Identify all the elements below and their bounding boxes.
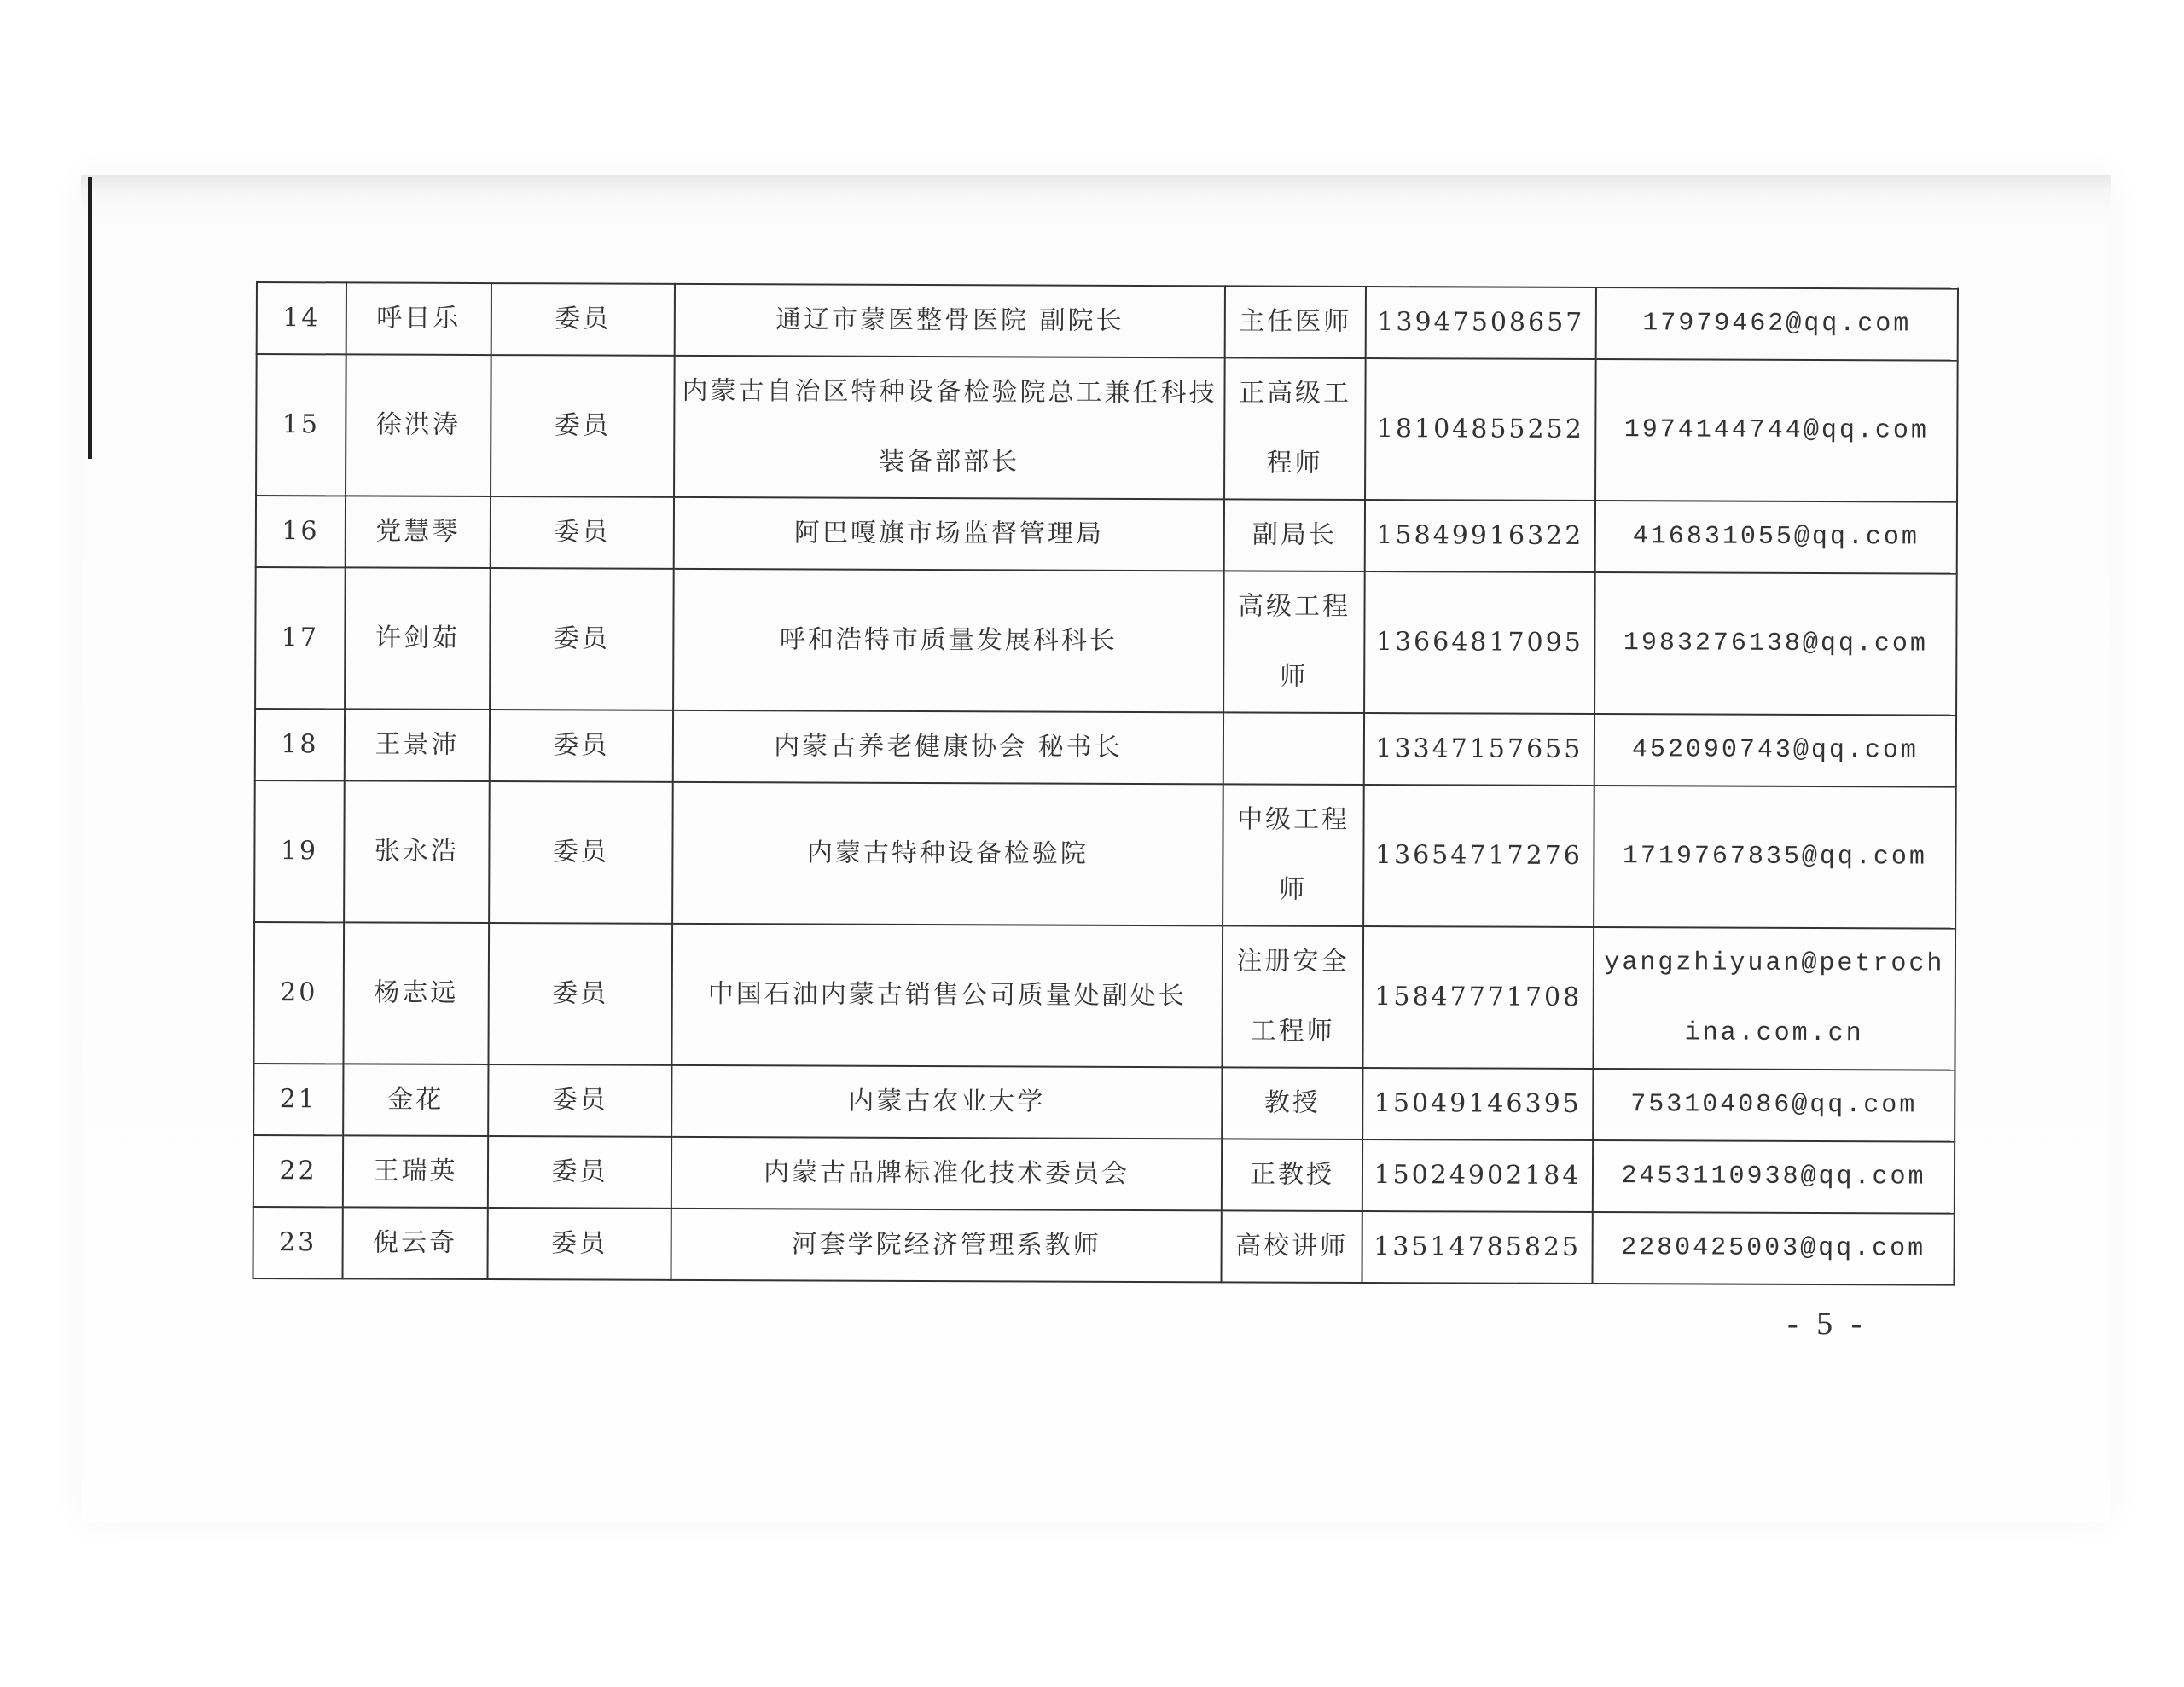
- page-number: - 5 -: [1787, 1306, 1867, 1342]
- member-phone: 13654717276: [1363, 785, 1594, 927]
- member-email: 452090743@qq.com: [1594, 714, 1956, 787]
- member-role: 委员: [489, 781, 673, 924]
- member-name: 金花: [343, 1064, 488, 1136]
- table-row: [253, 1207, 1955, 1285]
- member-role: 委员: [490, 568, 674, 710]
- row-number: 16: [256, 496, 346, 567]
- member-name: 张永浩: [344, 780, 490, 923]
- member-phone: 15847771708: [1362, 926, 1594, 1069]
- member-role: 委员: [491, 283, 675, 356]
- member-title: 高校讲师: [1222, 1210, 1362, 1283]
- member-organization: 内蒙古自治区特种设备检验院总工兼任科技装备部部长: [674, 356, 1225, 499]
- member-name: 杨志远: [343, 922, 489, 1064]
- row-number: 21: [253, 1064, 343, 1135]
- table-row: [253, 1064, 1955, 1142]
- member-email: 416831055@qq.com: [1595, 501, 1957, 574]
- member-name: 许剑茹: [345, 567, 491, 710]
- row-number: 23: [253, 1207, 343, 1278]
- member-email: 17979462@qq.com: [1596, 287, 1958, 361]
- member-role: 委员: [488, 1208, 671, 1280]
- member-organization: 内蒙古农业大学: [671, 1065, 1222, 1139]
- table-row: [255, 709, 1956, 787]
- member-title: 教授: [1222, 1067, 1362, 1139]
- member-organization: 内蒙古养老健康协会 秘书长: [673, 710, 1223, 784]
- member-organization: 阿巴嘎旗市场监督管理局: [674, 497, 1224, 571]
- member-phone: 13664817095: [1364, 571, 1595, 714]
- member-organization: 通辽市蒙医整骨医院 副院长: [675, 284, 1225, 357]
- member-email: 2453110938@qq.com: [1593, 1140, 1955, 1214]
- member-phone: 13514785825: [1362, 1211, 1593, 1284]
- member-name: 呼日乐: [346, 282, 491, 355]
- member-role: 委员: [488, 1064, 671, 1137]
- member-phone: 15849916322: [1365, 500, 1595, 572]
- member-phone: 15049146395: [1362, 1068, 1593, 1140]
- member-name: 党慧琴: [346, 496, 491, 568]
- member-phone: 15024902184: [1362, 1139, 1593, 1212]
- row-number: 14: [257, 282, 346, 354]
- member-email: 2280425003@qq.com: [1592, 1212, 1954, 1285]
- member-table: [253, 281, 1959, 1286]
- table-row: [253, 922, 1955, 1070]
- table-row: [256, 354, 1958, 502]
- member-name: 王瑞英: [343, 1135, 488, 1208]
- row-number: 15: [256, 354, 346, 496]
- paper-edge-shadow: [88, 177, 92, 459]
- member-title: 注册安全工程师: [1222, 925, 1363, 1068]
- member-title: 副局长: [1224, 499, 1365, 571]
- member-name: 徐洪涛: [346, 354, 491, 496]
- table-row: [256, 496, 1957, 574]
- member-organization: 内蒙古品牌标准化技术委员会: [671, 1137, 1222, 1210]
- member-title: 中级工程师: [1223, 784, 1364, 926]
- row-number: 17: [255, 567, 346, 709]
- member-role: 委员: [491, 355, 675, 497]
- member-organization: 呼和浩特市质量发展科科长: [673, 569, 1224, 712]
- member-email: 1719767835@qq.com: [1594, 786, 1956, 929]
- member-role: 委员: [491, 496, 674, 569]
- member-phone: 13347157655: [1364, 713, 1594, 786]
- member-role: 委员: [490, 710, 673, 782]
- member-email: 1983276138@qq.com: [1594, 572, 1957, 716]
- member-name: 王景沛: [345, 709, 490, 781]
- member-email: 1974144744@qq.com: [1595, 359, 1958, 502]
- table-row: [255, 567, 1957, 716]
- table-row: [254, 780, 1956, 929]
- row-number: 19: [254, 780, 345, 922]
- row-number: 22: [253, 1135, 343, 1207]
- member-organization: 河套学院经济管理系教师: [671, 1209, 1222, 1282]
- member-organization: 中国石油内蒙古销售公司质量处副处长: [671, 924, 1223, 1067]
- member-title: 正教授: [1222, 1139, 1362, 1211]
- table-row: [257, 282, 1958, 361]
- row-number: 18: [255, 709, 345, 780]
- table-row: [253, 1135, 1955, 1214]
- member-title: 主任医师: [1225, 286, 1366, 358]
- row-number: 20: [253, 922, 344, 1064]
- member-title: [1223, 712, 1364, 785]
- member-organization: 内蒙古特种设备检验院: [672, 782, 1223, 925]
- member-email: 753104086@qq.com: [1593, 1069, 1955, 1142]
- member-name: 倪云奇: [343, 1207, 488, 1279]
- member-phone: 18104855252: [1365, 358, 1596, 501]
- member-role: 委员: [488, 1136, 671, 1209]
- member-title: 正高级工程师: [1224, 357, 1366, 500]
- member-role: 委员: [488, 923, 672, 1065]
- member-phone: 13947508657: [1366, 287, 1596, 359]
- member-title: 高级工程师: [1223, 571, 1365, 713]
- member-email: yangzhiyuan@petrochina.com.cn: [1593, 927, 1955, 1070]
